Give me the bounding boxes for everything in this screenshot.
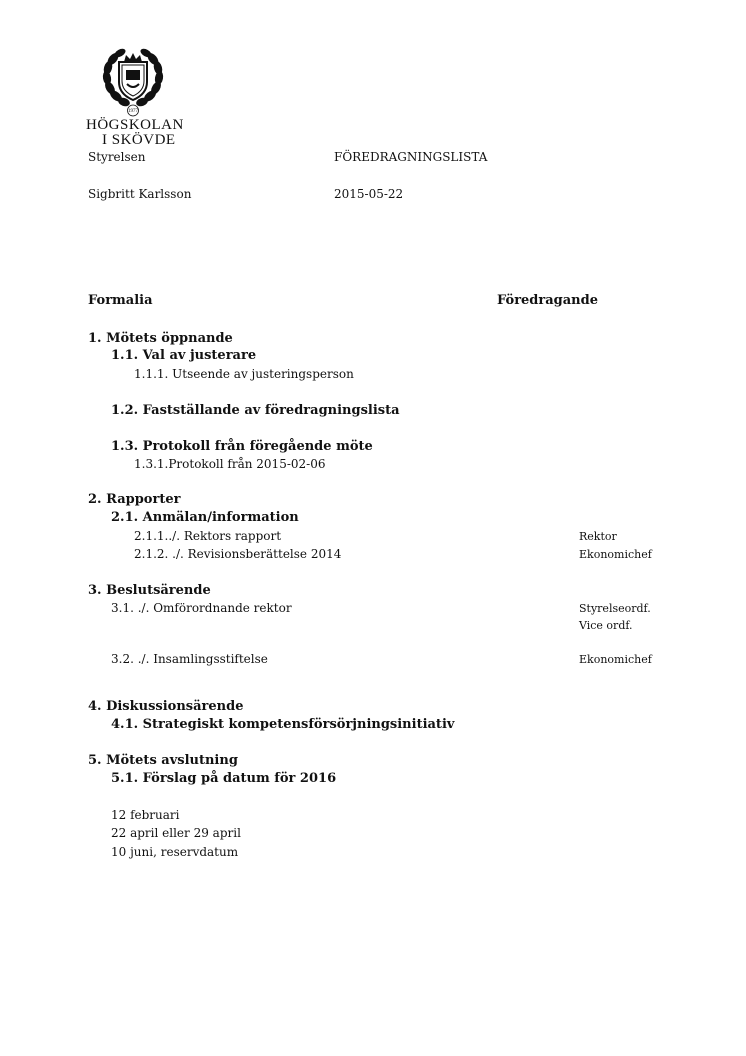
section-3-heading: 3. Beslutsärende [88, 583, 211, 598]
item-2-1-2: 2.1.2. ./. Revisionsberättelse 2014 [134, 547, 342, 561]
presenter-3-1-chair: Styrelseordf. [579, 602, 651, 615]
presenter-3-1-vice-chair: Vice ordf. [579, 619, 633, 632]
item-1-3: 1.3. Protokoll från föregående möte [111, 439, 373, 454]
logo-text-line2: I SKÖVDE [102, 132, 176, 148]
item-1-1: 1.1. Val av justerare [111, 348, 257, 363]
university-seal-logo [100, 44, 166, 122]
item-3-2: 3.2. ./. Insamlingsstiftelse [111, 652, 268, 666]
item-5-1: 5.1. Förslag på datum för 2016 [111, 771, 337, 786]
presenter-3-2: Ekonomichef [579, 653, 652, 666]
organization-name: Styrelsen [88, 150, 146, 164]
column-heading-presenter: Föredragande [497, 293, 598, 308]
item-2-1: 2.1. Anmälan/information [111, 510, 299, 525]
presenter-2-1-2: Ekonomichef [579, 548, 652, 561]
item-1-2: 1.2. Fastställande av föredragningslista [111, 403, 400, 418]
author-name: Sigbritt Karlsson [88, 187, 192, 201]
date-option: 10 juni, reservdatum [111, 845, 239, 859]
document-date: 2015-05-22 [334, 187, 404, 201]
presenter-2-1-1: Rektor [579, 530, 617, 543]
document-type: FÖREDRAGNINGSLISTA [334, 150, 488, 164]
item-1-1-1: 1.1.1. Utseende av justeringsperson [134, 367, 354, 381]
date-option: 12 februari [111, 808, 180, 822]
date-option: 22 april eller 29 april [111, 826, 241, 840]
column-heading-formalia: Formalia [88, 293, 153, 308]
logo-text-line1: HÖGSKOLAN [86, 117, 184, 133]
item-1-3-1: 1.3.1.Protokoll från 2015-02-06 [134, 457, 326, 471]
section-1-heading: 1. Mötets öppnande [88, 331, 233, 346]
item-3-1: 3.1. ./. Omförordnande rektor [111, 601, 292, 615]
item-2-1-1: 2.1.1../. Rektors rapport [134, 529, 282, 543]
section-2-heading: 2. Rapporter [88, 492, 181, 507]
item-4-1: 4.1. Strategiskt kompetensförsörjningsinitiativ [111, 717, 455, 732]
section-4-heading: 4. Diskussionsärende [88, 699, 244, 714]
section-5-heading: 5. Mötets avslutning [88, 753, 238, 768]
logo-year: 1977 [128, 109, 138, 114]
